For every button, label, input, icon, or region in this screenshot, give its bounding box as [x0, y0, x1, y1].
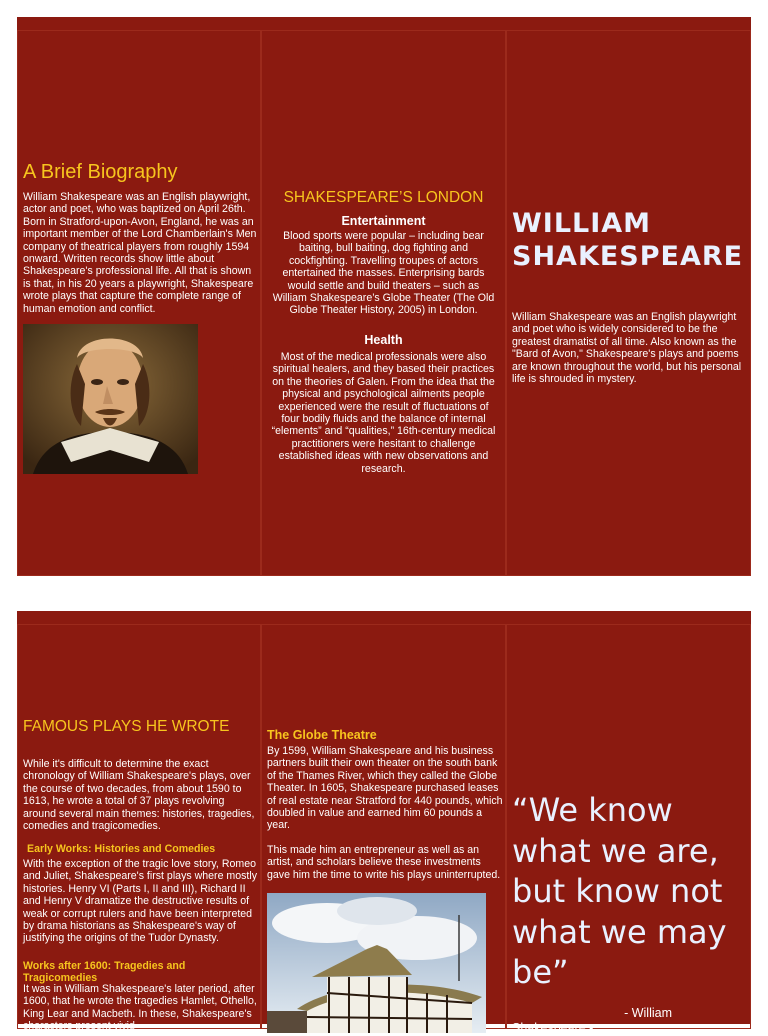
later-works-heading: Works after 1600: Tragedies and Tragicomedies: [23, 960, 186, 985]
biography-title: A Brief Biography: [23, 161, 178, 183]
shakespeare-portrait: [23, 324, 198, 474]
cover-title: WILLIAM SHAKESPEARE: [512, 208, 744, 272]
globe-panel: [261, 624, 506, 1029]
globe-text-2: This made him an entrepreneur as well as an artist, and scholars believe these investments gave him the time to write his plays uninterrupted.: [267, 844, 501, 881]
london-title: SHAKESPEARE’S LONDON: [283, 189, 484, 206]
later-works-text: It was in William Shakespeare's later period, after 1600, that he wrote the tragedies Hamlet, Othello, King Lear and Macbeth. In these, Shakespeare's characters present vivid: [23, 983, 257, 1033]
quote-text: “We know what we are, but know not what we may be”: [512, 791, 727, 991]
quote-panel: [506, 624, 751, 1035]
entertainment-heading: Entertainment: [341, 214, 426, 228]
globe-title: The Globe Theatre: [267, 728, 377, 742]
plays-intro: While it's difficult to determine the exact chronology of William Shakespeare's plays, over the course of two decades, from about 1590 to 1613, he wrote a total of 37 plays revolving around several main themes: histories, tragedies, comedies and tragicomedies.: [23, 758, 255, 833]
cover-panel: [506, 30, 751, 576]
health-text: Most of the medical professionals were also spiritual healers, and they based their practices on the theories of Galen. From the idea that the physical and psychological ailments people experienced were the result of fluctuations of four bodily fluids and the balance of internal “elements” and “qualities,” 16th-century medical practitioners were hesitant to challenge established ideas with new observations and research.: [271, 351, 496, 475]
plays-panel: [17, 624, 261, 1033]
brochure-inside: [17, 611, 751, 1035]
brochure-outside: [17, 17, 751, 576]
early-works-heading: Early Works: Histories and Comedies: [27, 843, 216, 855]
quote-attribution-line-2: Shakespeare -: [512, 1021, 594, 1035]
london-panel: [261, 30, 506, 576]
globe-text-1: By 1599, William Shakespeare and his business partners built their own theater on the south bank of the Thames River, which they called the Globe Theater. In 1605, Shakespeare purchased leases of real estate near Stratford for 440 pounds, which doubled in value and earned him 60 pounds a year.: [267, 745, 503, 832]
plays-title: FAMOUS PLAYS HE WROTE: [23, 718, 230, 735]
early-works-text: With the exception of the tragic love story, Romeo and Juliet, Shakespeare's first plays where mostly histories. Henry VI (Parts I, II and III), Richard II and Henry V dramatize the destructive results of weak or corrupt rulers and have been interpreted by drama historians as Shakespeare's way of justifying the origins of the Tudor Dynasty.: [23, 858, 258, 945]
cover-text: William Shakespeare was an English playwright and poet who is widely considered to be the greatest dramatist of all time. Also known as the "Bard of Avon," Shakespeare's plays and poems are known throughout the world, but his personal life is shrouded in mystery.: [512, 311, 742, 386]
quote-attribution: [512, 1006, 672, 1036]
globe-theatre-photo: [267, 893, 486, 1033]
quote-attribution-line-1: - William: [624, 1006, 672, 1020]
biography-panel: [17, 30, 261, 576]
entertainment-text: Blood sports were popular – including bear baiting, bull baiting, dog fighting and cockfighting. Travelling troupes of actors entertained the masses. Enterprising bards would settle and build theaters – such as William Shakespeare’s Globe Theater (The Old Globe Theater History, 2005) in London.: [272, 230, 495, 317]
biography-text: William Shakespeare was an English playwright, actor and poet, who was baptized on April 26th. Born in Stratford-upon-Avon, England, he was an important member of the Lord Chamberlain's Men company of theatrical players from roughly 1594 onward. Written records show little about Shakespeare's professional life. All that is shown is that, in his 20 years a playwright, Shakespeare wrote plays that capture the complete range of human emotion and conflict.: [23, 191, 257, 315]
health-heading: Health: [364, 333, 403, 347]
